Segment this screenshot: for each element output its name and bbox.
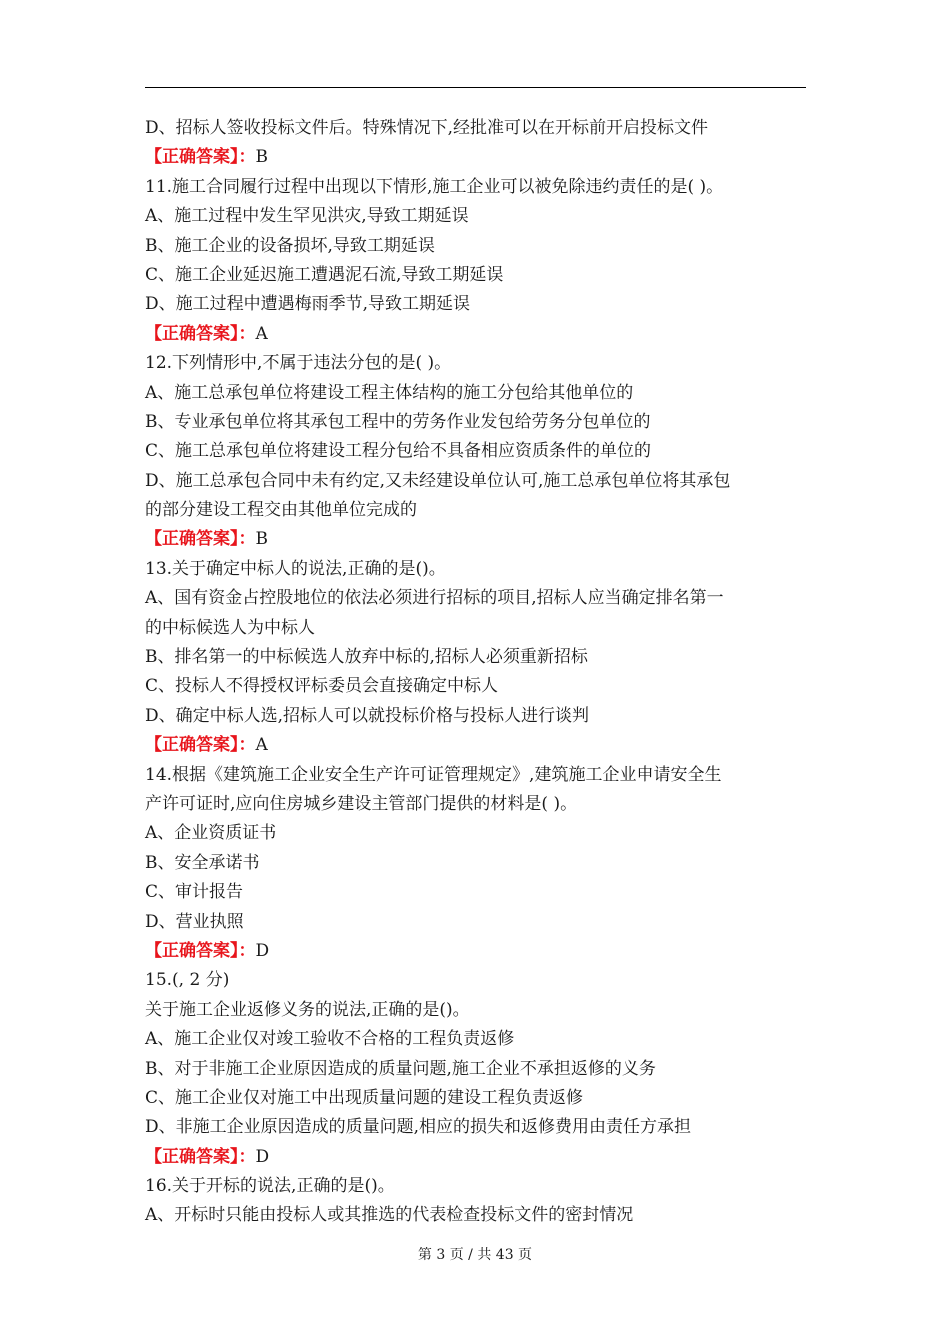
text-line: 15.(, 2 分) <box>145 970 230 991</box>
text-line: 12.下列情形中,不属于违法分包的是( )。 <box>145 353 452 374</box>
correct-answer-label: 【正确答案】： <box>145 1146 256 1167</box>
correct-answer-value: A <box>255 735 268 756</box>
text-line: B、排名第一的中标候选人放弃中标的,招标人必须重新招标 <box>145 647 588 668</box>
text-line: A、施工过程中发生罕见洪灾,导致工期延误 <box>145 206 469 227</box>
text-line: 产许可证时,应向住房城乡建设主管部门提供的材料是( )。 <box>145 793 578 814</box>
text-line: 的部分建设工程交由其他单位完成的 <box>145 500 417 521</box>
correct-answer-value: A <box>255 323 268 344</box>
text-line: C、施工企业仅对施工中出现质量问题的建设工程负责返修 <box>145 1087 584 1108</box>
text-line: A、施工企业仅对竣工验收不合格的工程负责返修 <box>145 1029 515 1050</box>
text-line: A、企业资质证书 <box>145 823 277 844</box>
correct-answer-label: 【正确答案】： <box>145 940 256 961</box>
correct-answer-label: 【正确答案】： <box>145 735 256 756</box>
correct-answer-line <box>145 1143 810 1172</box>
correct-answer-line <box>145 320 810 349</box>
text-line: D、招标人签收投标文件后。特殊情况下,经批准可以在开标前开启投标文件 <box>145 118 709 138</box>
text-line: A、国有资金占控股地位的依法必须进行招标的项目,招标人应当确定排名第一 <box>145 588 724 609</box>
page-footer: 第 3 页 / 共 43 页 <box>417 1247 533 1263</box>
text-line: A、施工总承包单位将建设工程主体结构的施工分包给其他单位的 <box>145 382 634 403</box>
text-line: B、施工企业的设备损坏,导致工期延误 <box>145 235 435 256</box>
text-line: 13.关于确定中标人的说法,正确的是()。 <box>145 558 446 579</box>
text-line: B、对于非施工企业原因造成的质量问题,施工企业不承担返修的义务 <box>145 1058 656 1079</box>
text-line: B、安全承诺书 <box>145 852 260 873</box>
correct-answer-line <box>145 937 810 966</box>
text-line: 的中标候选人为中标人 <box>145 617 315 638</box>
correct-answer-line <box>145 143 810 172</box>
correct-answer-value: B <box>255 147 268 168</box>
text-line: C、施工企业延迟施工遭遇泥石流,导致工期延误 <box>145 264 504 285</box>
text-line: D、确定中标人选,招标人可以就投标价格与投标人进行谈判 <box>145 705 590 726</box>
correct-answer-value: B <box>255 529 268 550</box>
text-line: 16.关于开标的说法,正确的是()。 <box>145 1176 395 1197</box>
correct-answer-line <box>145 525 810 554</box>
text-line: 关于施工企业返修义务的说法,正确的是()。 <box>145 999 470 1020</box>
text-line: C、审计报告 <box>145 882 244 903</box>
document-body <box>145 114 810 1231</box>
text-line: B、专业承包单位将其承包工程中的劳务作业发包给劳务分包单位的 <box>145 411 651 432</box>
text-line: D、非施工企业原因造成的质量问题,相应的损失和返修费用由责任方承担 <box>145 1117 692 1138</box>
text-line: C、投标人不得授权评标委员会直接确定中标人 <box>145 676 499 697</box>
text-line: 11.施工合同履行过程中出现以下情形,施工企业可以被免除违约责任的是( )。 <box>145 176 724 197</box>
header-rule <box>145 87 806 88</box>
correct-answer-value: D <box>255 940 270 961</box>
correct-answer-label: 【正确答案】： <box>145 529 256 550</box>
correct-answer-value: D <box>255 1146 270 1167</box>
correct-answer-label: 【正确答案】： <box>145 147 256 168</box>
correct-answer-line <box>145 731 810 760</box>
text-line: 14.根据《建筑施工企业安全生产许可证管理规定》,建筑施工企业申请安全生 <box>145 764 722 785</box>
text-line: A、开标时只能由投标人或其推选的代表检查投标文件的密封情况 <box>145 1205 634 1226</box>
text-line: D、施工总承包合同中未有约定,又未经建设单位认可,施工总承包单位将其承包 <box>145 470 731 491</box>
text-line: D、营业执照 <box>145 911 244 932</box>
correct-answer-label: 【正确答案】： <box>145 323 256 344</box>
text-line: D、施工过程中遭遇梅雨季节,导致工期延误 <box>145 294 471 315</box>
text-line: C、施工总承包单位将建设工程分包给不具备相应资质条件的单位的 <box>145 441 652 462</box>
